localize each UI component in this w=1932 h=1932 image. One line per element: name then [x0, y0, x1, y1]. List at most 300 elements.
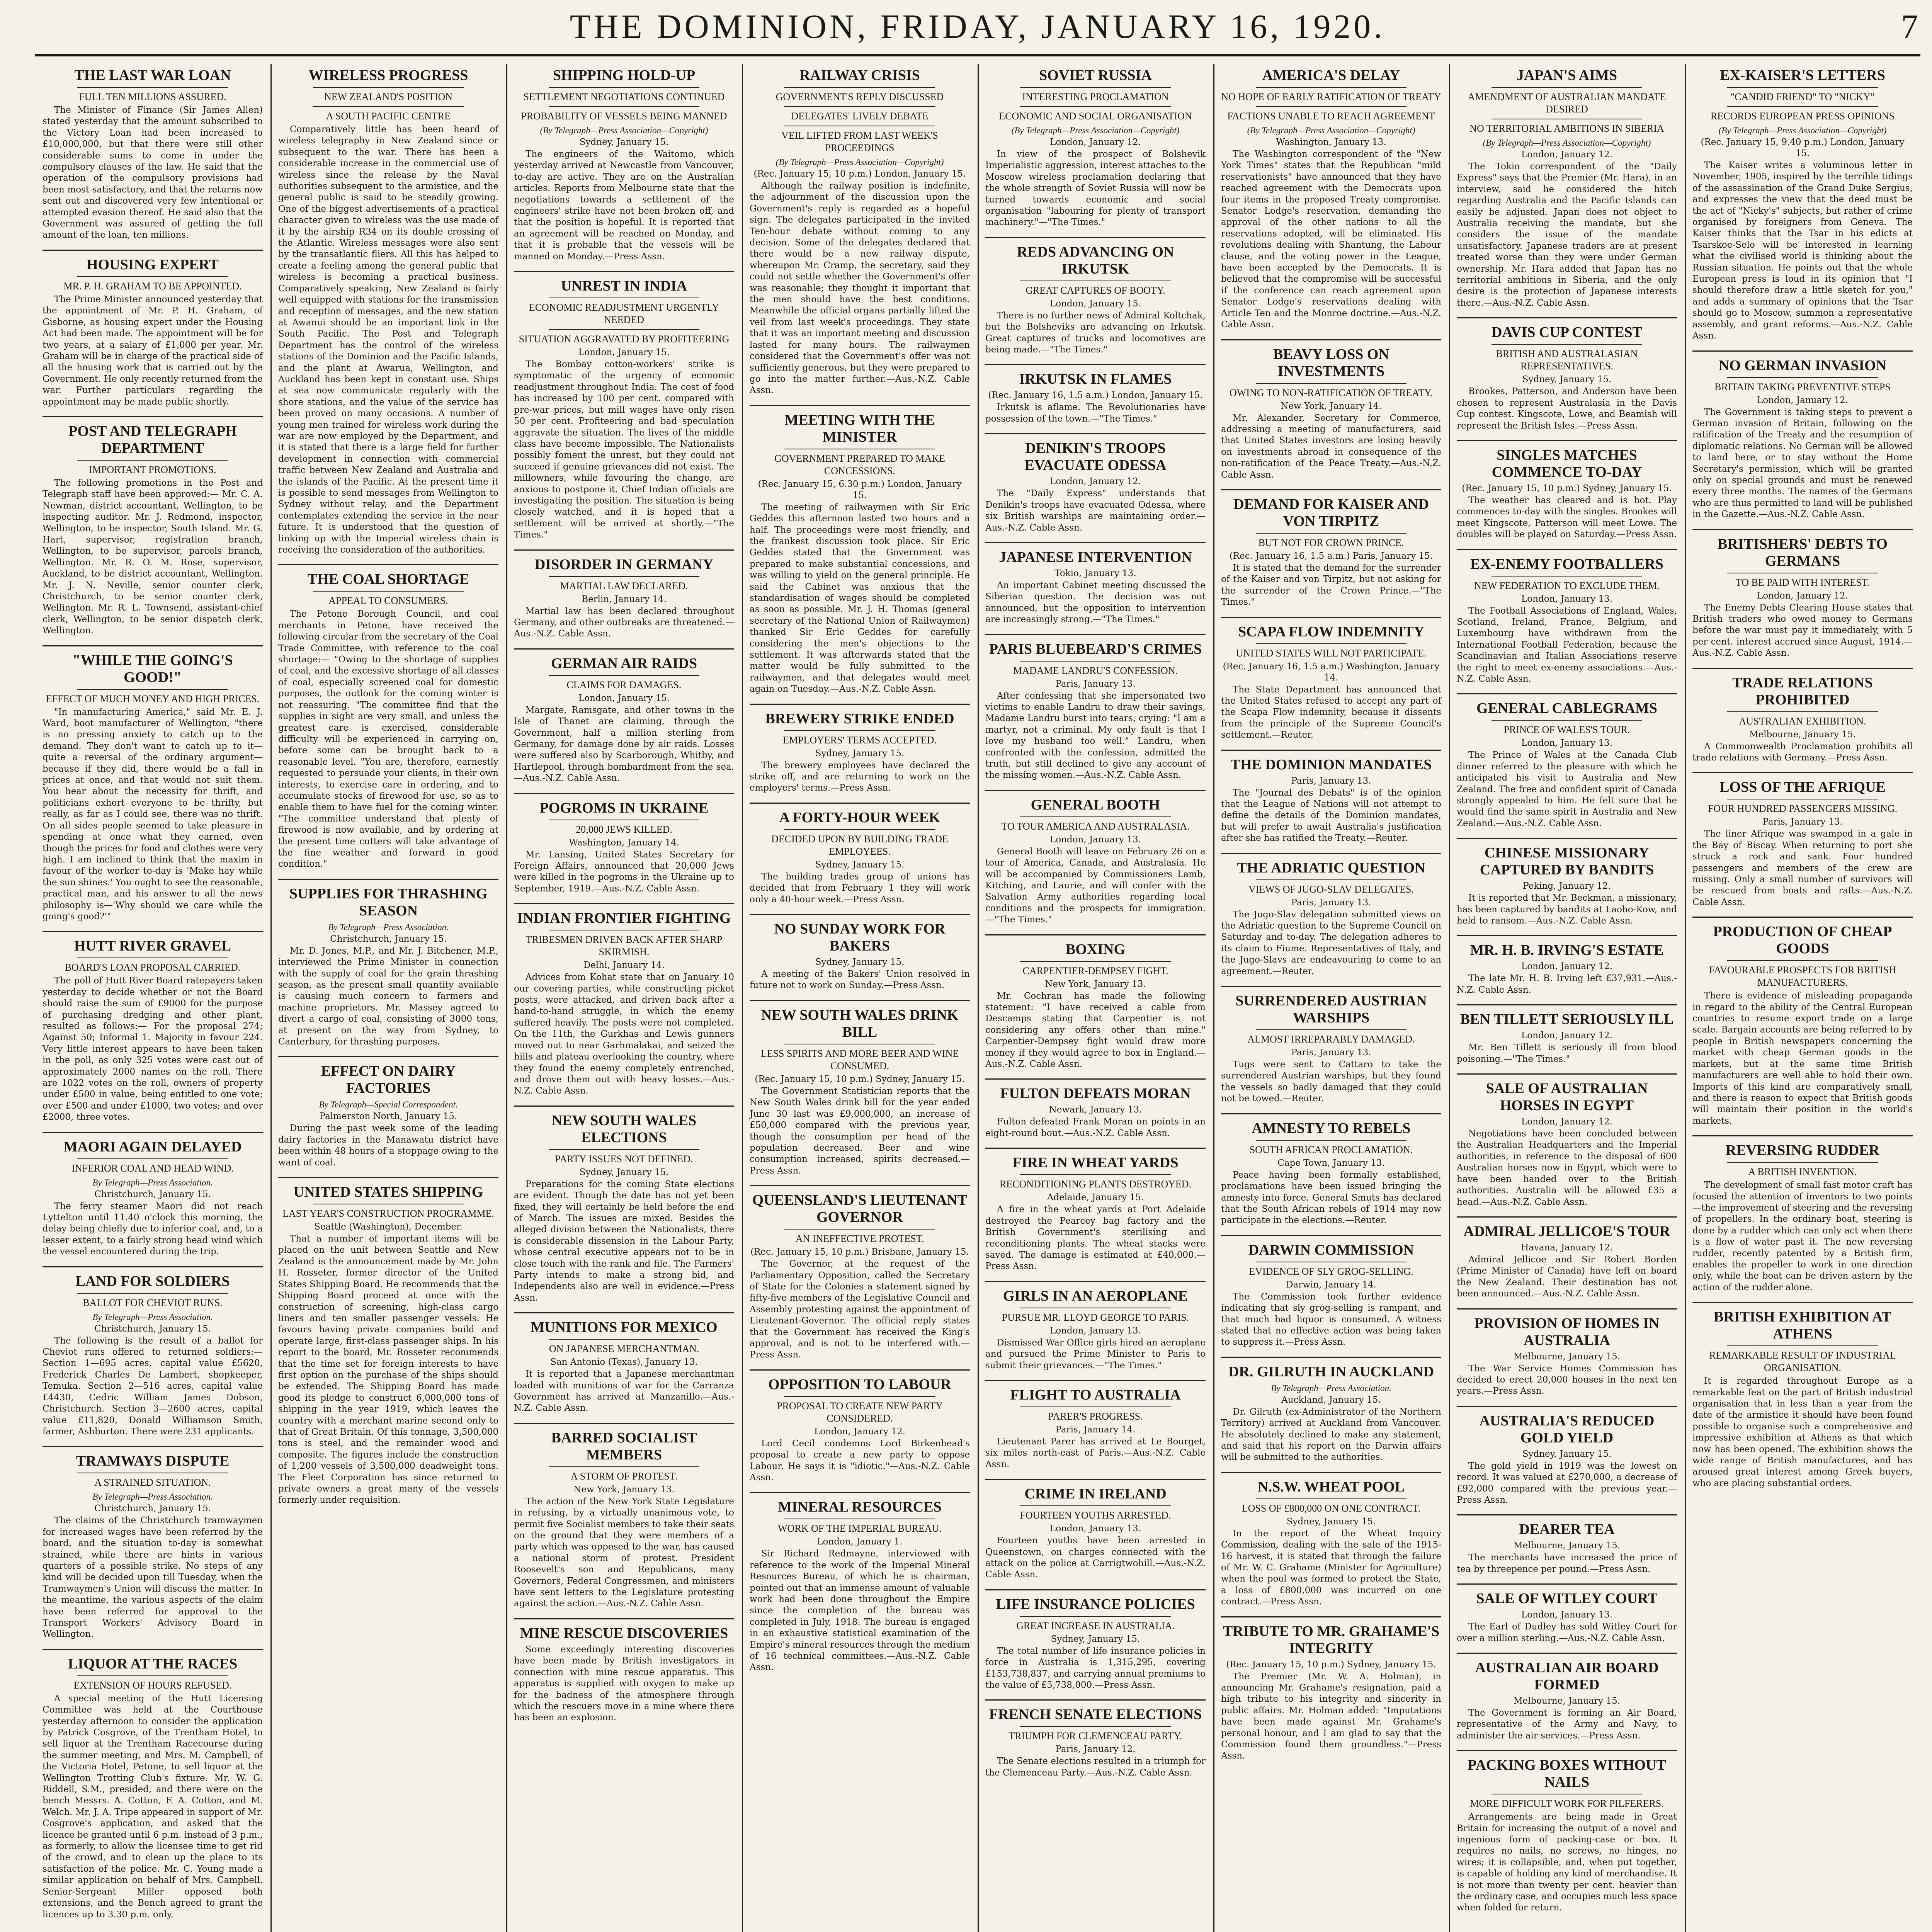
article-body: That a number of important items will be placed on the unit between Seattle and New Zealand is the announcement made by Mr. John H. Rosseter, former director of the United States Shipping Board. He recommends that the Shipping Board proceed at once with the construction of screening, high-class cargo liners and ten smaller passenger vessels. He favours having private companies build and operate large, first-class passenger ships. In his report to the board, Mr. Rosseter recommends that the time set for foreign interests to have first option on the purchase of the ships should be extended. The Shipping Board has made good its pledge to construct 6,000,000 tons of shipping in the year 1919, which leaves the country with a merchant marine second only to that of Great Britain. Of this tonnage, 3,500,000 tons is steel, and the remainder wood and composite. The figures include the construction of 1,200 vessels of 3,500,000 deadweight tons. The Fleet Corporation has since returned to private owners a great many of the vessels formerly under requisition.	[278, 1234, 498, 1505]
article-body: The building trades group of unions has decided that from February 1 they will work only a 40-hour week.—Press Assn.	[750, 871, 970, 905]
article-dateline: London, January 12.	[1049, 476, 1141, 487]
article-subhead: BUT NOT FOR CROWN PRINCE.	[1258, 537, 1404, 548]
article-dateline: Christchurch, January 15.	[94, 1323, 211, 1334]
article-body: The engineers of the Waitomo, which yesterday arrived at Newcastle from Vancouver, to-day are active. They are on the Australian articles. Reports from Melbourne state that the negotiations towards a settlement of the engineers' strike have not been broken off, and that the position is hopeful. It is reported that an agreement will be reached on Monday, and that it is probable that the vessels will be manned on Monday.—Press Assn.	[514, 149, 734, 262]
article	[514, 1105, 734, 1304]
article-body: Mr. D. Jones, M.P., and Mr. J. Bitchener, M.P., interviewed the Prime Minister in connection with the supply of coal for the grain thrashing season, as the present small quantity available is causing much concern to farmers and machine proprietors. Mr. Massey agreed to divert a cargo of coal, consisting of 3000 tons, at present on the way from Sydney, to Canterbury, for thrashing purposes.	[278, 946, 498, 1047]
article	[1457, 440, 1677, 541]
article-dateline: Sydney, January 15.	[815, 748, 905, 759]
article-body: Brookes, Patterson, and Anderson have been chosen to represent Australasia in the Davis Cup contest. Kingscote, Lowe, and Beamish will represent the British Isles.—Press Assn.	[1457, 386, 1677, 431]
article-subhead: PROBABILITY OF VESSELS BEING MANNED	[521, 111, 727, 122]
article-subhead: PURSUE MR. LLOYD GEORGE TO PARIS.	[1002, 1311, 1189, 1323]
article-dateline: London, January 13.	[1049, 1325, 1141, 1336]
article-divider	[278, 1056, 498, 1057]
article-divider	[1692, 350, 1913, 352]
article-dateline: London, January 12.	[1521, 150, 1613, 160]
article-divider	[1457, 1004, 1677, 1005]
article	[43, 931, 263, 1123]
article-body: The liner Afrique was swamped in a gale in the Bay of Biscay. When returning to port she struck a rock and sank. Four hundred passengers and members of the crew are missing. Only a small number of survivors will be rescued from boats and rafts.—Aus.-N.Z. Cable Assn.	[1692, 829, 1913, 907]
article-body: Advices from Kohat state that on January 10 our covering parties, while constructing picket posts, were attacked, and driven back after a hand-to-hand struggle, in which the enemy suffered heavily. The posts were not completed. On the 11th, the Gurkhas and Lewis gunners moved out to near Garhmalakai, and seized the hills and plateau overlooking the country, where they found the enemy completely entrenched, and drove them out with heavy losses.—Aus.-N.Z. Cable Assn.	[514, 972, 734, 1096]
headline-rule	[1020, 87, 1171, 88]
article-body: It is regarded throughout Europe as a remarkable feat on the part of British industrial organisation that in less than a year from the date of the armistice it should have been found possible to organise such a comprehensive and impressive exhibition at Athens as that which now has been opened. The exhibition shows the wide range of British manufactures, and has aroused great interest among Greek buyers, who are placing substantial orders.	[1692, 1376, 1913, 1488]
article-divider	[985, 1589, 1206, 1590]
article	[750, 704, 970, 794]
article-divider	[1221, 750, 1441, 751]
article-body: The "Daily Express" understands that Denikin's troops have evacuated Odessa, where six British warships are maintaining order.—Aus.-N.Z. Cable Assn.	[985, 488, 1206, 533]
article-dateline: Sydney, January 15.	[1051, 1634, 1140, 1644]
article-body: There is evidence of misleading propaganda in regard to the ability of the Central European countries to resume export trade on a large scale. Bargain accounts are being referred to by people in British newspapers concerning the market with cheap German goods in the markets, but at the same time British manufacturers are well able to hold their own. Imports of this kind are comparatively small, and there is reason to expect that British goods will maintain their position in the world's markets.	[1692, 991, 1913, 1126]
article-dateline: Seattle (Washington), December.	[314, 1222, 463, 1232]
article-headline: INDIAN FRONTIER FIGHTING	[517, 910, 731, 927]
article-subhead: CARPENTIER-DEMPSEY FIGHT.	[1022, 965, 1168, 976]
article-body: Irkutsk is aflame. The Revolutionaries have possession of the town.—"The Times."	[985, 402, 1206, 424]
article-subhead: TO BE PAID WITH INTEREST.	[1735, 577, 1870, 588]
article-subhead: DECIDED UPON BY BUILDING TRADE EMPLOYEES.	[771, 833, 948, 857]
article-dateline: Cape Town, January 13.	[1277, 1158, 1385, 1168]
article-subhead: FULL TEN MILLIONS ASSURED.	[79, 91, 226, 102]
article-subhead: FACTIONS UNABLE TO REACH AGREEMENT	[1227, 111, 1435, 122]
article-divider	[985, 364, 1206, 365]
article-body: Martial law has been declared throughout Germany, and other outbreaks are threatened.—Aus.-N.Z. Cable Assn.	[514, 606, 734, 639]
article-body: The development of small fast motor craft has focused the attention of inventors to two points—the improvement of steering and the reversing of propellers. In the ordinary boat, steering is done by a rudder which can only act when there is a flow of water past it. The new reversing rudder, recently patented by a British firm, enables the propeller to work in one direction only, while the boat can be driven astern by the action of the rudder alone.	[1692, 1180, 1913, 1293]
article	[1692, 529, 1913, 659]
article	[1457, 1216, 1677, 1300]
article-dateline: London, January 15.	[578, 693, 670, 703]
article-divider	[985, 1699, 1206, 1701]
article-divider	[1221, 1113, 1441, 1114]
headline-rule	[1020, 1726, 1171, 1727]
headline-rule	[313, 87, 464, 88]
article-body: During the past week some of the leading dairy factories in the Manawatu district have been within 48 hours of a stoppage owing to the want of coal.	[278, 1123, 498, 1168]
headline-rule	[77, 276, 228, 277]
article-headline: THE LAST WAR LOAN	[74, 67, 231, 83]
article	[1457, 838, 1677, 927]
article-dateline: Christchurch, January 15.	[94, 1503, 211, 1514]
article-divider	[985, 934, 1206, 935]
article	[1457, 1583, 1677, 1644]
article-headline: DR. GILRUTH IN AUCKLAND	[1228, 1363, 1434, 1380]
article-body: The Governor, at the request of the Parliamentary Opposition, called the Secretary of State for the Colonies a statement signed by fifty-five members of the Legislative Council and Assembly protesting against the appointment of Lieutenant-Governor. The official reply states that the Government has received the King's approval, and is not to be interfered with.—Press Assn.	[750, 1259, 970, 1360]
headline-rule	[1492, 576, 1642, 577]
column-1	[35, 64, 272, 1932]
article-dateline: London, January 12.	[1049, 137, 1141, 147]
article-headline: N.S.W. WHEAT POOL	[1258, 1478, 1405, 1495]
headline-rule	[1727, 1162, 1878, 1163]
article-divider	[43, 1446, 263, 1447]
column-content	[1685, 67, 1920, 1489]
article-divider	[1692, 529, 1913, 530]
article-subhead: GOVERNMENT'S REPLY DISCUSSED	[776, 91, 944, 102]
article	[1221, 1235, 1441, 1348]
article-subhead: LAST YEAR'S CONSTRUCTION PROGRAMME.	[282, 1208, 494, 1219]
article-divider	[1457, 440, 1677, 441]
article	[514, 1312, 734, 1414]
headline-rule	[549, 329, 699, 330]
article-headline: BOXING	[1065, 941, 1126, 957]
column-content	[270, 67, 506, 1506]
article	[514, 903, 734, 1097]
article-divider	[1692, 1135, 1913, 1136]
article-headline: OPPOSITION TO LABOUR	[768, 1376, 951, 1393]
article-subhead: A STORM OF PROTEST.	[570, 1470, 678, 1482]
article-subhead: MR. P. H. GRAHAM TO BE APPOINTED.	[63, 280, 242, 292]
article-dateline: (Rec. January 15, 10 p.m.) Sydney, January 15.	[1462, 483, 1672, 493]
article-subhead: NO HOPE OF EARLY RATIFICATION OF TREATY	[1221, 91, 1441, 102]
headline-rule	[784, 730, 935, 731]
masthead	[35, 4, 1920, 56]
article-headline: NO SUNDAY WORK FOR BAKERS	[774, 921, 946, 954]
article-subhead: REMARKABLE RESULT OF INDUSTRIAL ORGANISATION.	[1709, 1350, 1896, 1374]
article-headline: WIRELESS PROGRESS	[308, 67, 468, 83]
article-subhead: UNITED STATES WILL NOT PARTICIPATE.	[1236, 647, 1427, 659]
article-subhead: ALMOST IRREPARABLY DAMAGED.	[1247, 1034, 1415, 1045]
headline-rule	[549, 1466, 699, 1467]
headline-rule	[784, 1229, 935, 1230]
headline-rule	[784, 1396, 935, 1397]
article-dateline: Peking, January 12.	[1523, 881, 1611, 891]
article	[1457, 1073, 1677, 1208]
article-divider	[1457, 693, 1677, 694]
article-divider	[985, 634, 1206, 635]
article-divider	[1692, 1302, 1913, 1303]
article-headline: LAND FOR SOLDIERS	[75, 1273, 230, 1289]
article-body: Sir Richard Redmayne, interviewed with reference to the work of the Imperial Mineral Resources Bureau, of which he is chairman, pointed out that an immense amount of valuable work had been done throughout the Empire since the completion of the bureau was completed in July, 1918. The bureau is engaged in an exhaustive statistical examination of the Empire's mineral resources through the medium of 16 technical committees.—Aus.-N.Z. Cable Assn.	[750, 1549, 970, 1673]
article	[1457, 1308, 1677, 1397]
article-headline: A FORTY-HOUR WEEK	[779, 809, 940, 826]
column-content	[742, 67, 978, 1673]
article-divider	[1221, 986, 1441, 987]
article	[43, 416, 263, 637]
headline-rule	[784, 87, 935, 88]
article-subhead: MORE DIFFICULT WORK FOR PILFERERS.	[1470, 1798, 1664, 1810]
article	[1221, 489, 1441, 608]
article-dateline: Newark, January 13.	[1049, 1105, 1142, 1115]
article-body: The gold yield in 1919 was the lowest on record. It was valued at £270,000, a decrease of £92,000 compared with the previous year.—Press Assn.	[1457, 1461, 1677, 1505]
article-subhead: BRITISH AND AUSTRALASIAN REPRESENTATIVES.	[1496, 348, 1638, 372]
article	[985, 1479, 1206, 1581]
article-headline: MAORI AGAIN DELAYED	[63, 1138, 242, 1155]
article-headline: IRKUTSK IN FLAMES	[1019, 371, 1172, 388]
article-headline: DEMAND FOR KAISER AND VON TIRPITZ	[1233, 496, 1429, 529]
article-dateline: (Rec. January 15, 10 p.m.) Brisbane, January 15.	[750, 1247, 969, 1257]
article-divider	[43, 1132, 263, 1133]
article-credit: By Telegraph—Special Correspondent.	[319, 1100, 458, 1110]
article-divider	[1221, 1235, 1441, 1236]
article-divider	[985, 1479, 1206, 1480]
article-headline: DARWIN COMMISSION	[1248, 1242, 1414, 1258]
article-body: The Premier (Mr. W. A. Holman), in announcing Mr. Grahame's resignation, paid a high tribute to his integrity and sincerity in public affairs. Mr. Holman added: "Imputations have been made against Mr. Grahame's personal honour, and I am glad to say that the Commission found them groundless."—Press Assn.	[1221, 1671, 1441, 1761]
article-subhead: RECORDS EUROPEAN PRESS OPINIONS	[1710, 111, 1895, 122]
article-subhead: WORK OF THE IMPERIAL BUREAU.	[778, 1523, 942, 1534]
article	[1457, 1653, 1677, 1742]
article-body: The meeting of railwaymen with Sir Eric Geddes this afternoon lasted two hours and a half. The proceedings were most friendly, and the frankest discussion took place. Sir Eric Geddes stated that the Government was prepared to make substantial concessions, and was willing to yield on the general principle. He said the Cabinet was anxious that the standardisation of wages should be completed as soon as possible. Mr. J. H. Thomas (general secretary of the National Union of Railwaymen) thanked Sir Eric Geddes for carefully considering the men's objections to the settlement. It was afterwards stated that the matter would be fully submitted to the railwaymen, and that delegates would meet again on Tuesday.—Aus.-N.Z. Cable Assn.	[750, 502, 970, 694]
article	[985, 1148, 1206, 1272]
article-divider	[750, 1369, 970, 1371]
article	[1692, 67, 1913, 342]
article-subhead: INFERIOR COAL AND HEAD WIND.	[71, 1162, 234, 1174]
article-body: The Jugo-Slav delegation submitted views on the Adriatic question to the Supreme Council on Saturday and to-day. The delegation adheres to its claim to Fiume. Representatives of Italy, and the Jugo-Slavs are endeavouring to come to an agreement.—Reuter.	[1221, 909, 1441, 976]
article	[278, 879, 498, 1048]
article-divider	[985, 1148, 1206, 1149]
article-body: The action of the New York State Legislature in refusing, by a virtually unanimous vote, to permit five Socialist members to take their seats on the ground that they were members of a party which was opposed to the war, has caused a national storm of protest. President Roosevelt's son and Republicans, many Governors, Federal Congressmen, and ministers have sent letters to the Legislature protesting against the action.—Aus.-N.Z. Cable Assn.	[514, 1496, 734, 1609]
article	[750, 1369, 970, 1484]
article-body: The Prince of Wales at the Canada Club dinner referred to the pleasure with which he anticipated his visit to Australia and New Zealand. The free and confident spirit of Canada strongly appealed to him. He felt sure that he would find the same spirit in Australia and New Zealand.—Aus.-N.Z. Cable Assn.	[1457, 750, 1677, 828]
article-divider	[278, 564, 498, 565]
article-headline: MINERAL RESOURCES	[778, 1499, 942, 1515]
headline-rule	[1256, 879, 1406, 880]
article-headline: DAVIS CUP CONTEST	[1492, 324, 1642, 341]
article-credit: By Telegraph—Press Association.	[92, 1492, 213, 1502]
article-body: In view of the prospect of Bolshevik Imperialistic aggression, interest attaches to the Moscow wireless proclamation declaring that the whole strength of Soviet Russia will now be turned towards economic and social organisation "labouring for plenty of transport machinery."—"The Times."	[985, 149, 1206, 228]
article-divider	[1221, 339, 1441, 340]
headline-rule	[1492, 87, 1642, 88]
article-divider	[985, 542, 1206, 543]
article	[1457, 1004, 1677, 1065]
article-dateline: Berlin, January 14.	[582, 594, 667, 604]
article-headline: PACKING BOXES WITHOUT NAILS	[1468, 1757, 1666, 1791]
article-divider	[1457, 1308, 1677, 1310]
article-headline: FRENCH SENATE ELECTIONS	[989, 1706, 1202, 1723]
article-subhead: AN INEFFECTIVE PROTEST.	[795, 1233, 924, 1245]
article-body: A fire in the wheat yards at Port Adelaide destroyed the Pearcey bag factory and the British Government's sterilising and reconditioning plants. The wheat stacks were saved. The damage is estimated at £40,000.—Press Assn.	[985, 1204, 1206, 1272]
headline-rule	[784, 829, 935, 830]
article	[985, 67, 1206, 228]
headline-rule	[1256, 1029, 1406, 1030]
article-dateline: Christchurch, January 15.	[330, 934, 447, 944]
article	[985, 542, 1206, 626]
article	[1221, 617, 1441, 741]
article-dateline: (Rec. January 15, 10 p.m.) London, January 15.	[753, 169, 966, 179]
article-subhead: PROPOSAL TO CREATE NEW PARTY CONSIDERED.	[777, 1400, 943, 1424]
article-divider	[750, 405, 970, 406]
article-headline: THE COAL SHORTAGE	[307, 571, 469, 588]
article-subhead: A STRAINED SITUATION.	[94, 1477, 211, 1488]
article-headline: GERMAN AIR RAIDS	[551, 655, 697, 672]
article	[1221, 750, 1441, 844]
article-dateline: Christchurch, January 15.	[94, 1189, 211, 1199]
headline-rule	[1020, 1616, 1171, 1617]
article-headline: AUSTRALIA'S REDUCED GOLD YIELD	[1479, 1412, 1655, 1446]
article-divider	[514, 1618, 734, 1619]
article-dateline: Paris, January 12.	[1055, 1744, 1136, 1755]
headline-rule	[77, 460, 228, 461]
article-body: Lieutenant Parer has arrived at Le Bourget, six miles north-east of Paris.—Aus.-N.Z. Cable Assn.	[985, 1436, 1206, 1469]
article-subhead: 20,000 JEWS KILLED.	[576, 823, 672, 835]
article-headline: TRADE RELATIONS PROHIBITED	[1732, 674, 1873, 708]
headline-rule	[77, 1675, 228, 1676]
article-subhead: FOUR HUNDRED PASSENGERS MISSING.	[1708, 803, 1898, 815]
article	[1692, 668, 1913, 764]
article-headline: AMERICA'S DELAY	[1262, 67, 1400, 83]
article-dateline: (Rec. January 15, 9.40 p.m.) London, January 15.	[1701, 137, 1905, 158]
article-credit: (By Telegraph—Press Association—Copyright)	[1011, 126, 1180, 135]
article-headline: RAILWAY CRISIS	[799, 67, 920, 83]
article	[985, 1699, 1206, 1779]
headline-rule	[313, 591, 464, 592]
headline-rule	[549, 1149, 699, 1150]
article-dateline: Sydney, January 15.	[1522, 374, 1612, 385]
article	[278, 67, 498, 556]
article-credit: (By Telegraph—Press Association—Copyright)	[540, 126, 708, 135]
article-dateline: London, January 12.	[1521, 1031, 1613, 1041]
article-divider	[1457, 1653, 1677, 1654]
article-dateline: London, January 15.	[578, 347, 670, 358]
article-dateline: Melbourne, January 15.	[1749, 729, 1856, 740]
article-divider	[43, 645, 263, 646]
article-headline: NEW SOUTH WALES DRINK BILL	[761, 1007, 959, 1040]
article	[985, 1281, 1206, 1371]
headline-rule	[1727, 711, 1878, 712]
article-subhead: IMPORTANT PROMOTIONS.	[89, 464, 216, 475]
article-subhead: SITUATION AGGRAVATED BY PROFITEERING	[519, 333, 730, 345]
article-dateline: London, January 13.	[1049, 834, 1141, 845]
article	[514, 648, 734, 784]
article-body: The Washington correspondent of the "New York Times" states that the Republican "mild reservationists" have announced that they have reached agreement with the Democrats upon four items in the proposed Treaty compromise. Senator Lodge's reservation, demanding the approval of the other nations to all the reservations adopted, will be eliminated. His revolutions dealing with Shantung, the Labour clause, and the voting power in the League, have been accepted by the Democrats. It is believed that the compromise will be successful if the conference can reach agreement upon Senator Lodge's reservations dealing with Article Ten and the Monroe doctrine.—Aus.-N.Z. Cable Assn.	[1221, 149, 1441, 330]
article-body: The War Service Homes Commission has decided to erect 20,000 houses in the next ten years.—Press Assn.	[1457, 1363, 1677, 1396]
article	[985, 634, 1206, 781]
headline-rule	[1727, 106, 1878, 107]
article-subhead: DELEGATES' LIVELY DEBATE	[791, 111, 929, 122]
column-8	[1685, 64, 1920, 1932]
article	[1457, 935, 1677, 996]
article-dateline: Paris, January 13.	[1762, 817, 1843, 827]
headline-rule	[1256, 383, 1406, 384]
article-dateline: (Rec. January 16, 1.5 a.m.) Paris, January 15.	[1229, 551, 1433, 561]
headline-rule	[1727, 960, 1878, 961]
article-body: Admiral Jellicoe and Sir Robert Borden (Prime Minister of Canada) have left on board the New Zealand. Their destination has not been announced.—Aus.-N.Z. Cable Assn.	[1457, 1254, 1677, 1299]
article-body: It is stated that the demand for the surrender of the Kaiser and von Tirpitz, but not asking for the surrender of the Crown Prince.—"The Times."	[1221, 563, 1441, 607]
column-content	[1449, 67, 1685, 1914]
article-body: Mr. Cochran has made the following statement: "I have received a cable from Descamps stating that Carpentier is not considering any offers other than mine." Carpentier-Dempsey fight would draw more money if they would agree to box in England.—Aus.-N.Z. Cable Assn.	[985, 991, 1206, 1070]
article-divider	[985, 1380, 1206, 1381]
article-divider	[514, 648, 734, 650]
article-headline: "WHILE THE GOING'S GOOD!"	[72, 652, 233, 685]
article-dateline: Palmerston North, January 15.	[319, 1111, 457, 1122]
article-dateline: London, January 12.	[1521, 1117, 1613, 1127]
article	[750, 803, 970, 905]
article-divider	[1457, 1406, 1677, 1407]
article-dateline: (Rec. January 15, 10 p.m.) Sydney, January 15.	[755, 1074, 965, 1084]
article-subhead: AMENDMENT OF AUSTRALIAN MANDATE DESIRED	[1468, 91, 1666, 115]
article-subhead: CLAIMS FOR DAMAGES.	[566, 679, 682, 690]
article-body: The Kaiser writes a voluminous letter in November, 1905, inspired by the terrible tidings of the assassination of the Grand Duke Sergius, and expresses the view that the deed must be the act of "Nicky's" subjects, but rather of crime organised by foreigners from Geneva. The Kaiser thinks that the Tsar in his edicts at Tsarskoe-Selo will be interested in learning what the civilised world is thinking about the Russian situation. He points out that the whole European press is loud in its opinion that "I should therefore draw a little sketch for you," and adds a summary of opinions that the Tsar should go to Moscow, summon a representative assembly, and grant reforms.—Aus.-N.Z. Cable Assn.	[1692, 160, 1913, 341]
article	[1457, 1514, 1677, 1575]
article-credit: By Telegraph—Press Association.	[328, 922, 449, 932]
article-credit: By Telegraph—Press Association.	[92, 1312, 213, 1322]
article-headline: BEAVY LOSS ON INVESTMENTS	[1273, 346, 1389, 379]
article-body: Peace having been formally established, proclamations have been issued bringing the amnesty into force. General Smuts has declared that the South African rebels of 1914 may now participate in the elections.—Reuter.	[1221, 1170, 1441, 1226]
article	[1457, 549, 1677, 685]
headline-rule	[1256, 106, 1406, 107]
article-dateline: London, January 12.	[814, 1426, 906, 1437]
article-divider	[43, 250, 263, 251]
article-subhead: AUSTRALIAN EXHIBITION.	[1739, 715, 1866, 727]
article-body: The State Department has announced that the United States refused to accept any part of the Scapa Flow indemnity, because it dissents from the principle of the Supreme Council's settlement.—Reuter.	[1221, 684, 1441, 740]
article-body: The Government Statistician reports that the New South Wales drink bill for the year ended June 30 last was £9,000,000, an increase of £50,000 compared with the previous year, though the consumption per head of the population decreased. Beer and wine consumption increased, spirits decreased.—Press Assn.	[750, 1086, 970, 1176]
article	[750, 405, 970, 695]
article-dateline: Paris, January 13.	[1291, 1048, 1371, 1058]
article-subhead: GREAT CAPTURES OF BOOTY.	[1026, 284, 1165, 296]
headline-rule	[1020, 1406, 1171, 1407]
article-divider	[514, 549, 734, 551]
article-subhead: GREAT INCREASE IN AUSTRALIA.	[1016, 1620, 1175, 1631]
article-divider	[1221, 1357, 1441, 1358]
article-headline: THE ADRIATIC QUESTION	[1237, 859, 1425, 876]
article-headline: UNREST IN INDIA	[561, 278, 687, 294]
article-divider	[514, 271, 734, 272]
article-headline: POGROMS IN UKRAINE	[539, 799, 709, 816]
article-dateline: London, January 13.	[1521, 1610, 1613, 1620]
article-subhead: PARER'S PROGRESS.	[1048, 1410, 1143, 1422]
article-body: Fourteen youths have been arrested in Queenstown, on charges connected with the attack on the police at Carrigtwohill.—Aus.-N.Z. Cable Assn.	[985, 1536, 1206, 1580]
headline-rule	[1020, 1505, 1171, 1506]
article-subhead: EFFECT OF MUCH MONEY AND HIGH PRICES.	[46, 693, 260, 704]
article-divider	[43, 1649, 263, 1650]
article-body: In the report of the Wheat Inquiry Commission, dealing with the sale of the 1915-16 harvest, it is stated that through the failure of Mr. W. C. Grahame (Minister for Agriculture) when the pool was formed to protect the State, a loss of £800,000 was incurred on one contract.—Press Assn.	[1221, 1528, 1441, 1607]
article-body: There is no further news of Admiral Koltchak, but the Bolsheviks are advancing on Irkutsk. Great captures of trucks and locomotives are being made.—"The Times."	[985, 310, 1206, 355]
article	[278, 1056, 498, 1168]
article-subhead: EVIDENCE OF SLY GROG-SELLING.	[1249, 1265, 1413, 1277]
article-headline: TRAMWAYS DISPUTE	[76, 1453, 230, 1469]
article	[1221, 339, 1441, 481]
article-headline: BEN TILLETT SERIOUSLY ILL	[1460, 1011, 1674, 1028]
article-dateline: Sydney, January 15.	[1286, 1516, 1376, 1527]
article-body: The Earl of Dudley has sold Witley Court for over a million sterling.—Aus.-N.Z. Cable Assn.	[1457, 1622, 1677, 1643]
headline-rule	[549, 106, 699, 107]
article	[1221, 67, 1441, 331]
article	[1692, 350, 1913, 520]
article	[750, 1185, 970, 1361]
article-subhead: NO TERRITORIAL AMBITIONS IN SIBERIA	[1469, 123, 1664, 134]
column-3	[506, 64, 743, 1932]
article-body: The claims of the Christchurch tramwaymen for increased wages have been referred by the board, and the situation to-day is somewhat strained, while there are hints in various quarters of a possible strike. No steps of any kind will be decided upon till Tuesday, when the Tramwaymen's Union will discuss the matter. In the meantime, the various aspects of the claim have been referred for approval to the Transport Workers' Advisory Board in Wellington.	[43, 1515, 263, 1639]
article-dateline: New York, January 13.	[1045, 979, 1146, 989]
article	[514, 67, 734, 262]
article-headline: SOVIET RUSSIA	[1039, 67, 1152, 83]
article-subhead: ECONOMIC AND SOCIAL ORGANISATION	[999, 111, 1192, 122]
article-headline: JAPANESE INTERVENTION	[999, 549, 1192, 565]
article-credit: (By Telegraph—Press Association—Copyright)	[1483, 138, 1651, 148]
article-headline: JAPAN'S AIMS	[1516, 67, 1617, 83]
article-headline: PARIS BLUEBEARD'S CRIMES	[989, 641, 1202, 657]
headline-rule	[549, 576, 699, 577]
article-divider	[1457, 317, 1677, 318]
article-body: Arrangements are being made in Great Britain for increasing the output of a novel and ingenious form of packing-case or box. It requires no nails, no screws, no hinges, no wires; it is collapsible, and, when put together, is capable of holding any kind of merchandise. It is not more than twenty per cent. heavier than the ordinary case, and occupies much less space when folded for return.	[1457, 1812, 1677, 1913]
article	[985, 237, 1206, 356]
article-body: The "Journal des Debats" is of the opinion that the League of Nations will not attempt to define the details of the Dominion mandates, but will prefer to await Australia's justification after she has ratified the Treaty.—Reuter.	[1221, 787, 1441, 844]
article	[278, 564, 498, 870]
article-subhead: APPEAL TO CONSUMERS.	[328, 595, 448, 607]
article-body: The weather has cleared and is hot. Play commences to-day with the singles. Brookes will meet Kingscote, Patterson will meet Lowe. The doubles will be played on Saturday.—Press Assn.	[1457, 495, 1677, 540]
article-dateline: Paris, January 13.	[1291, 897, 1371, 908]
article-subhead: MARTIAL LAW DECLARED.	[560, 580, 688, 592]
article-subhead: A SOUTH PACIFIC CENTRE	[326, 111, 451, 122]
article	[43, 1649, 263, 1920]
article-body: Some exceedingly interesting discoveries have been made by British investigators in connection with mine rescue apparatus. This apparatus is supplied with oxygen to make up for the badness of the atmosphere through which the rescuers move in a mine where there has been an explosion.	[514, 1644, 734, 1723]
article	[43, 1132, 263, 1258]
article-headline: SUPPLIES FOR THRASHING SEASON	[289, 885, 488, 919]
article-dateline: Sydney, January 15.	[579, 1167, 669, 1177]
article-divider	[1457, 1750, 1677, 1751]
article-subhead: BOARD'S LOAN PROPOSAL CARRIED.	[65, 962, 241, 973]
article-headline: AMNESTY TO REBELS	[1252, 1120, 1411, 1136]
article-headline: POST AND TELEGRAPH DEPARTMENT	[68, 423, 237, 456]
article-body: The ferry steamer Maori did not reach Lyttelton until 11.40 o'clock this morning, the delay being chiefly due to inferior coal, and, to a lesser extent, to a fairly strong head wind which the vessel encountered during the trip.	[43, 1201, 263, 1257]
article-dateline: Melbourne, January 15.	[1513, 1696, 1621, 1706]
article-dateline: London, January 12.	[1757, 395, 1849, 405]
article-headline: BRITISHERS' DEBTS TO GERMANS	[1717, 536, 1888, 569]
article	[514, 549, 734, 640]
